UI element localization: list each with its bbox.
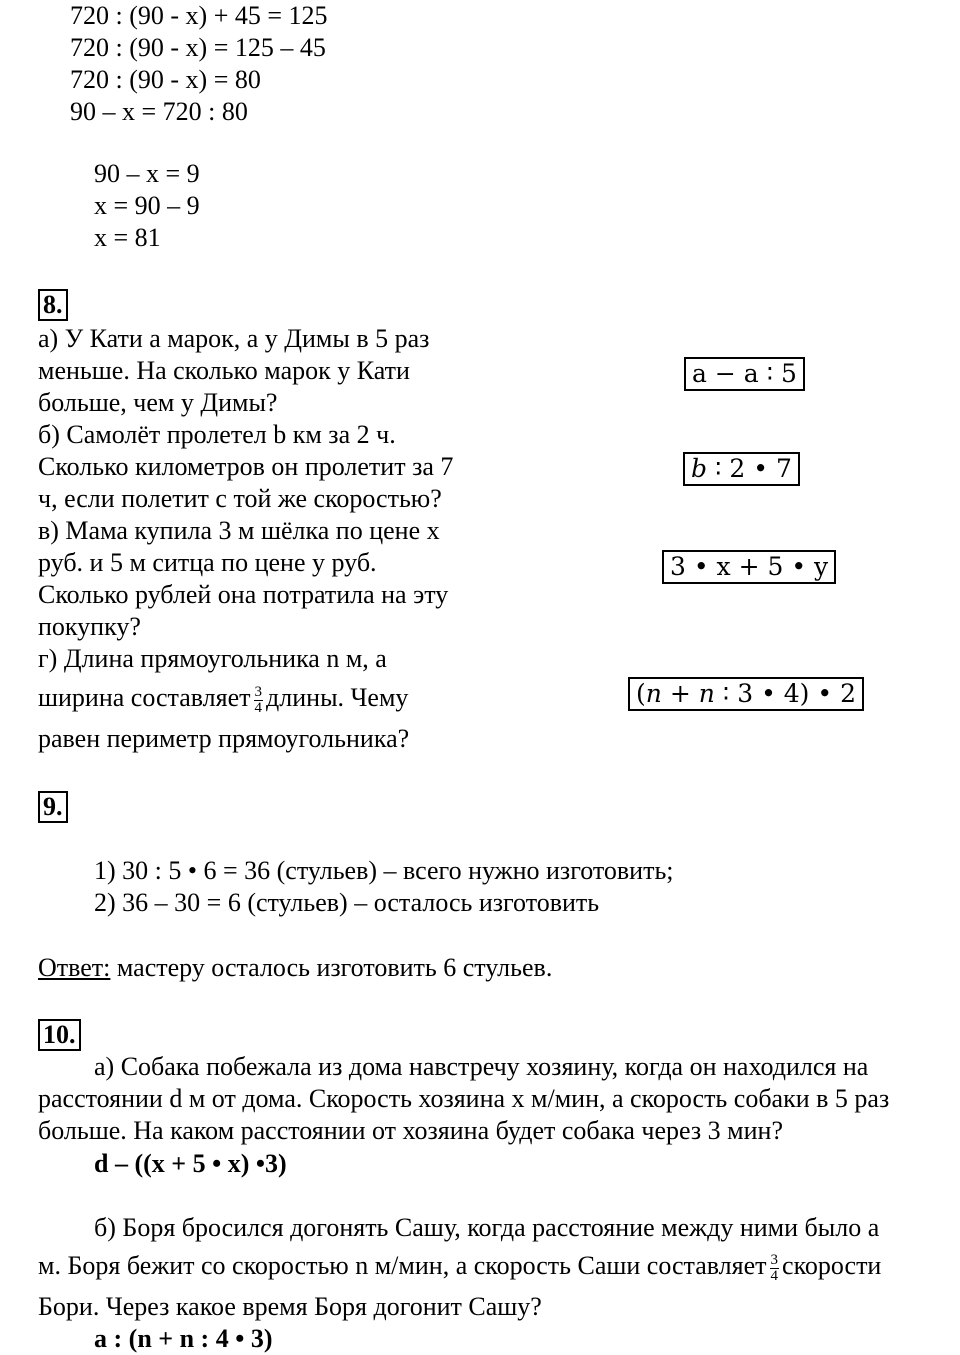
problem-text: Сколько рублей она потратила на эту (38, 580, 449, 609)
text-fragment: м. Боря бежит со скоростью n м/мин, а скорость Саши составляет (38, 1251, 767, 1280)
problem-text (38, 1250, 881, 1284)
solution-step: 2) 36 – 30 = 6 (стульев) – осталось изготовить (94, 888, 600, 917)
problem-text: г) Длина прямоугольника n м, а (38, 644, 387, 673)
problem-text: ч, если полетит с той же скоростью? (38, 484, 442, 513)
answer-line (38, 952, 552, 984)
paren-open: ( (636, 679, 646, 708)
expression-rest: ∶ 2 • 7 (707, 454, 792, 483)
fraction-denominator: 4 (254, 699, 263, 716)
task-number-9: 9. (38, 791, 68, 823)
equation-line: 720 : (90 - x) = 125 – 45 (70, 33, 326, 62)
task-number-10: 10. (38, 1019, 81, 1051)
problem-text: б) Боря бросился догонять Сашу, когда расстояние между ними было а (94, 1213, 880, 1242)
equation-line: x = 90 – 9 (94, 191, 200, 220)
equation-line: 720 : (90 - x) = 80 (70, 65, 261, 94)
plus-sign: + (661, 679, 699, 708)
text-fragment: скорости (782, 1251, 882, 1280)
variable-b: b (691, 454, 708, 483)
problem-text: в) Мама купила 3 м шёлка по цене х (38, 516, 440, 545)
expression-answer: a : (n + n : 4 • 3) (94, 1324, 273, 1353)
problem-text: Сколько километров он пролетит за 7 (38, 452, 454, 481)
variable-n: n (645, 679, 662, 708)
fraction-denominator: 4 (770, 1267, 779, 1284)
answer-text: мастеру осталось изготовить 6 стульев. (110, 953, 553, 982)
fraction-numerator: 3 (770, 1251, 779, 1268)
answer-box-v: 3 • x + 5 • y (662, 550, 836, 584)
answer-box-b (683, 452, 800, 486)
problem-text (38, 682, 408, 716)
problem-text: равен периметр прямоугольника? (38, 724, 410, 753)
problem-text: руб. и 5 м ситца по цене у руб. (38, 548, 377, 577)
fraction (770, 1253, 780, 1284)
text-fragment: длины. Чему (266, 683, 409, 712)
equation-line: 90 – x = 9 (94, 159, 200, 188)
problem-text: б) Самолёт пролетел b км за 2 ч. (38, 420, 396, 449)
text-fragment: ширина составляет (38, 683, 251, 712)
fraction (254, 685, 264, 716)
answer-box-a: a − a ∶ 5 (684, 357, 805, 391)
solution-step: 1) 30 : 5 • 6 = 36 (стульев) – всего нужно изготовить; (94, 856, 674, 885)
expression-answer: d – ((x + 5 • x) •3) (94, 1149, 287, 1178)
problem-text: больше, чем у Димы? (38, 388, 278, 417)
expression-rest: ∶ 3 • 4) • 2 (714, 679, 856, 708)
problem-text: расстоянии d м от дома. Скорость хозяина х м/мин, а скорость собаки в 5 раз (38, 1084, 890, 1113)
equation-line: x = 81 (94, 223, 161, 252)
variable-n: n (698, 679, 715, 708)
problem-text: меньше. На сколько марок у Кати (38, 356, 410, 385)
fraction-numerator: 3 (254, 683, 263, 700)
equation-line: 720 : (90 - x) + 45 = 125 (70, 1, 328, 30)
problem-text: а) У Кати а марок, а у Димы в 5 раз (38, 324, 430, 353)
problem-text: больше. На каком расстоянии от хозяина будет собака через 3 мин? (38, 1116, 783, 1145)
problem-text: Бори. Через какое время Боря догонит Сашу? (38, 1292, 542, 1321)
answer-label: Ответ: (38, 953, 111, 982)
problem-text: а) Собака побежала из дома навстречу хозяину, когда он находился на (94, 1052, 869, 1081)
answer-box-g (628, 677, 864, 711)
equation-line: 90 – x = 720 : 80 (70, 97, 248, 126)
problem-text: покупку? (38, 612, 141, 641)
task-number-8: 8. (38, 289, 68, 321)
